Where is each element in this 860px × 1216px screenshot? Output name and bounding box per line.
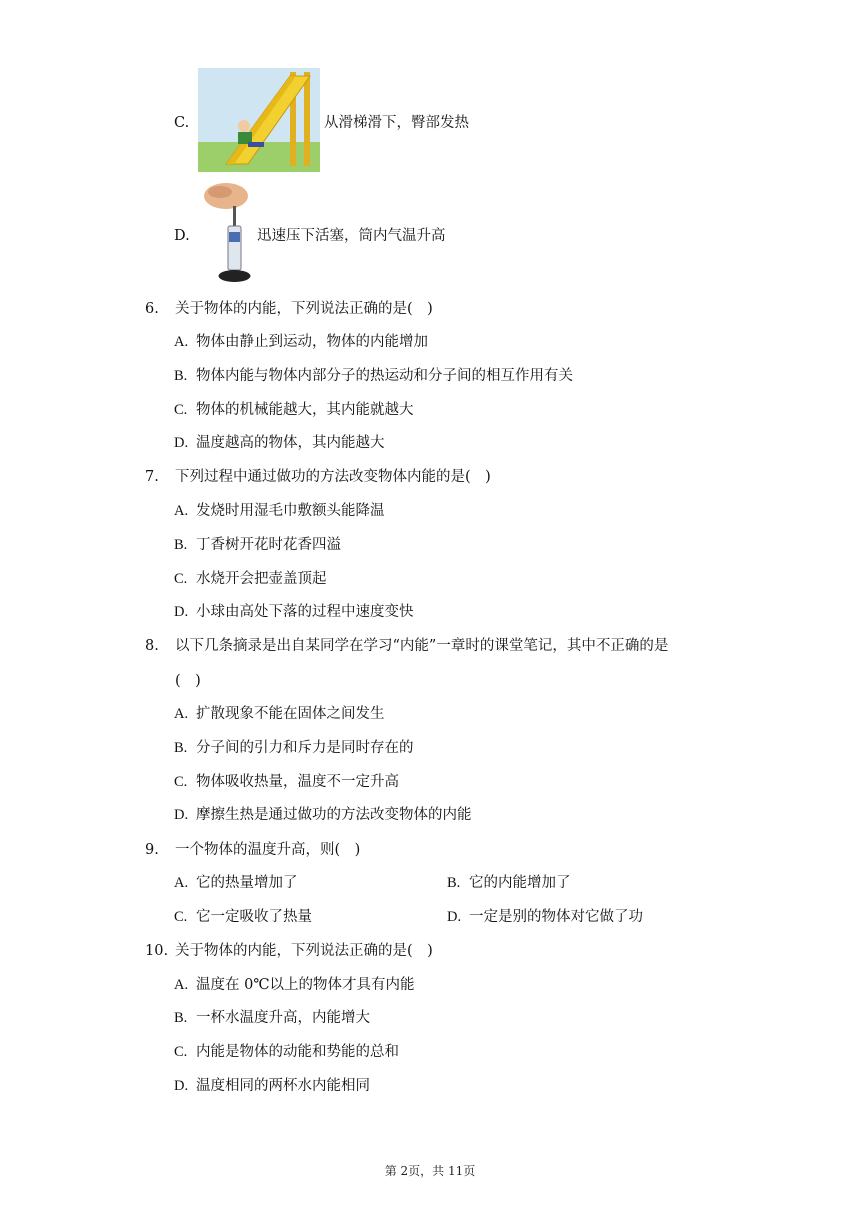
option (174, 400, 414, 420)
option-text: 一定是别的物体对它做了功 (469, 909, 643, 925)
option-text: 分子间的引力和斥力是同时存在的 (196, 740, 414, 756)
option-letter: B. (447, 875, 461, 891)
option (174, 873, 298, 893)
option (174, 772, 399, 792)
option-text: 它的内能增加了 (469, 875, 571, 891)
option (174, 805, 472, 825)
option (174, 569, 327, 589)
option-letter: D. (447, 909, 462, 925)
option-text: 物体内能与物体内部分子的热运动和分子间的相互作用有关 (196, 368, 573, 384)
option-text: 它一定吸收了热量 (196, 909, 312, 925)
option-letter: A. (174, 875, 189, 891)
option (447, 907, 643, 927)
option (174, 738, 414, 758)
option-text: 迅速压下活塞，筒内气温升高 (257, 228, 446, 244)
option-text: 内能是物体的动能和势能的总和 (196, 1044, 399, 1060)
option-text: 它的热量增加了 (196, 875, 298, 891)
option-letter: C. (174, 909, 188, 925)
option-letter: C. (174, 115, 190, 131)
option-letter: C. (174, 774, 188, 790)
option (174, 975, 415, 995)
question-stem: 以下几条摘录是出自某同学在学习“内能”一章时的课堂笔记，其中不正确的是 (175, 638, 669, 654)
option-letter: C. (174, 1044, 188, 1060)
option-letter: A. (174, 334, 189, 350)
option-letter: D. (174, 604, 189, 620)
question-number: 6. (145, 301, 159, 317)
question-stem: 关于物体的内能，下列说法正确的是( ) (175, 301, 433, 317)
option-letter: D. (174, 228, 190, 244)
question-stem: 关于物体的内能，下列说法正确的是( ) (175, 943, 433, 959)
option-letter: D. (174, 435, 189, 451)
option (174, 1008, 370, 1028)
option-text: 物体由静止到运动，物体的内能增加 (196, 334, 428, 350)
option-letter: B. (174, 537, 188, 553)
option-text: 温度相同的两杯水内能相同 (196, 1078, 370, 1094)
question-number: 8. (145, 638, 159, 654)
option (174, 602, 414, 622)
air-pump-illustration (200, 180, 254, 286)
option-text: 一杯水温度升高，内能增大 (196, 1010, 370, 1026)
option (174, 907, 312, 927)
option (174, 501, 385, 521)
option-text: 小球由高处下落的过程中速度变快 (196, 604, 414, 620)
option-letter: A. (174, 706, 189, 722)
option (174, 704, 385, 724)
option-text: 扩散现象不能在固体之间发生 (196, 706, 385, 722)
option (174, 1076, 370, 1096)
option-letter: D. (174, 807, 189, 823)
option-letter: A. (174, 977, 189, 993)
option-letter: C. (174, 571, 188, 587)
option-text: 摩擦生热是通过做功的方法改变物体的内能 (196, 807, 472, 823)
option-letter: B. (174, 740, 188, 756)
question-stem: 一个物体的温度升高，则( ) (175, 842, 361, 858)
option-text: 温度在 0℃以上的物体才具有内能 (196, 977, 415, 993)
option-letter: B. (174, 368, 188, 384)
option-text: 物体的机械能越大，其内能就越大 (196, 402, 414, 418)
option-text: 发烧时用湿毛巾敷额头能降温 (196, 503, 385, 519)
option-text: 从滑梯滑下，臀部发热 (324, 115, 469, 131)
page-footer: 第 2页，共 11页 (384, 1164, 476, 1178)
question-number: 10. (145, 943, 169, 959)
option-text: 水烧开会把壶盖顶起 (196, 571, 327, 587)
option-text: 温度越高的物体，其内能越大 (196, 435, 385, 451)
option (174, 366, 573, 386)
question-number: 9. (145, 842, 159, 858)
option (174, 433, 385, 453)
option (447, 873, 571, 893)
option-letter: B. (174, 1010, 188, 1026)
question-number: 7. (145, 469, 159, 485)
option (174, 332, 428, 352)
option-letter: D. (174, 1078, 189, 1094)
option-letter: C. (174, 402, 188, 418)
slide-illustration (198, 68, 320, 172)
option (174, 1042, 399, 1062)
question-stem: 下列过程中通过做功的方法改变物体内能的是( ) (175, 469, 491, 485)
option-text: 丁香树开花时花香四溢 (196, 537, 341, 553)
option-letter: A. (174, 503, 189, 519)
option (174, 535, 341, 555)
option-text: 物体吸收热量，温度不一定升高 (196, 774, 399, 790)
question-stem-continuation: ( ) (175, 673, 201, 689)
